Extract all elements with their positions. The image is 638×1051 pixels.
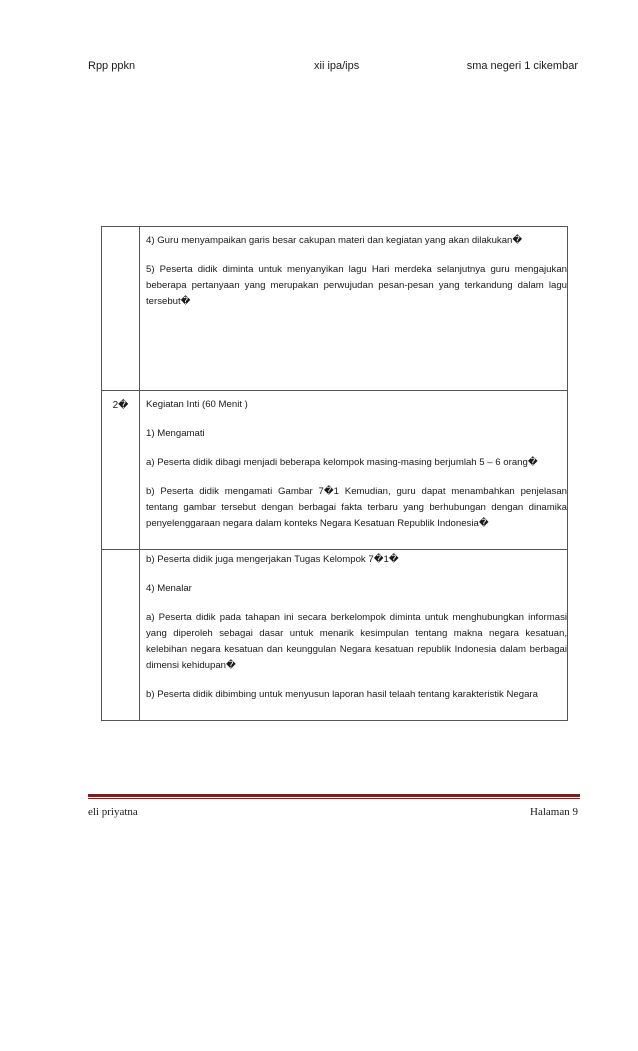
activity-paragraph: 1) Mengamati: [146, 428, 205, 439]
activity-paragraph: a) Peserta didik pada tahapan ini secara berkelompok diminta untuk menghubungkan informasi yang diperoleh sebagai dasar untuk menarik kesimpulan tentang makna negara kesatuan, kelebihan negara kesatuan dan keunggulan Negara kesatuan republik Indonesia dalam berbagai dimensi kehidupan�: [146, 612, 567, 671]
lesson-activity-table: [101, 226, 568, 721]
row-number-cell: [102, 550, 140, 720]
activity-paragraph: b) Peserta didik dibimbing untuk menyusun laporan hasil telaah tentang karakteristik Negara: [146, 689, 538, 700]
activity-heading: Kegiatan Inti (60 Menit ): [146, 399, 248, 410]
activity-paragraph: 5) Peserta didik diminta untuk menyanyikan lagu Hari merdeka selanjutnya guru mengajukan beberapa pertanyaan yang merupakan perwujudan pesan-pesan yang terkandung dalam lagu tersebut�: [146, 264, 567, 307]
header-class: xii ipa/ips: [314, 60, 360, 72]
header-subject: Rpp ppkn: [88, 60, 136, 72]
table-row: [102, 549, 567, 720]
activity-paragraph: a) Peserta didik dibagi menjadi beberapa kelompok masing-masing berjumlah 5 – 6 orang�: [146, 457, 538, 468]
footer-rule-thin: [88, 798, 580, 799]
footer-author: eli priyatna: [88, 806, 138, 818]
page-header: [0, 60, 638, 76]
header-school: sma negeri 1 cikembar: [466, 60, 578, 72]
activity-cell: [140, 227, 567, 390]
activity-paragraph: 4) Menalar: [146, 583, 192, 594]
page-number: Halaman 9: [530, 806, 578, 818]
activity-paragraph: b) Peserta didik juga mengerjakan Tugas Kelompok 7�1�: [146, 554, 399, 565]
activity-paragraph: 4) Guru menyampaikan garis besar cakupan materi dan kegiatan yang akan dilakukan�: [146, 235, 523, 246]
footer-rule-thick: [88, 794, 580, 797]
table-row: [102, 227, 567, 390]
row-number-cell: [102, 227, 140, 390]
page-footer: [0, 806, 638, 822]
row-number-cell: 2�: [102, 391, 140, 549]
table-row: [102, 390, 567, 549]
activity-paragraph: b) Peserta didik mengamati Gambar 7�1 Kemudian, guru dapat menambahkan penjelasan tentang gambar tersebut dengan berbagai fakta terbaru yang berhubungan dengan dinamika penyelenggaraan negara dalam konteks Negara Kesatuan Republik Indonesia�: [146, 486, 567, 529]
activity-cell: [140, 391, 567, 549]
activity-cell: [140, 550, 567, 720]
